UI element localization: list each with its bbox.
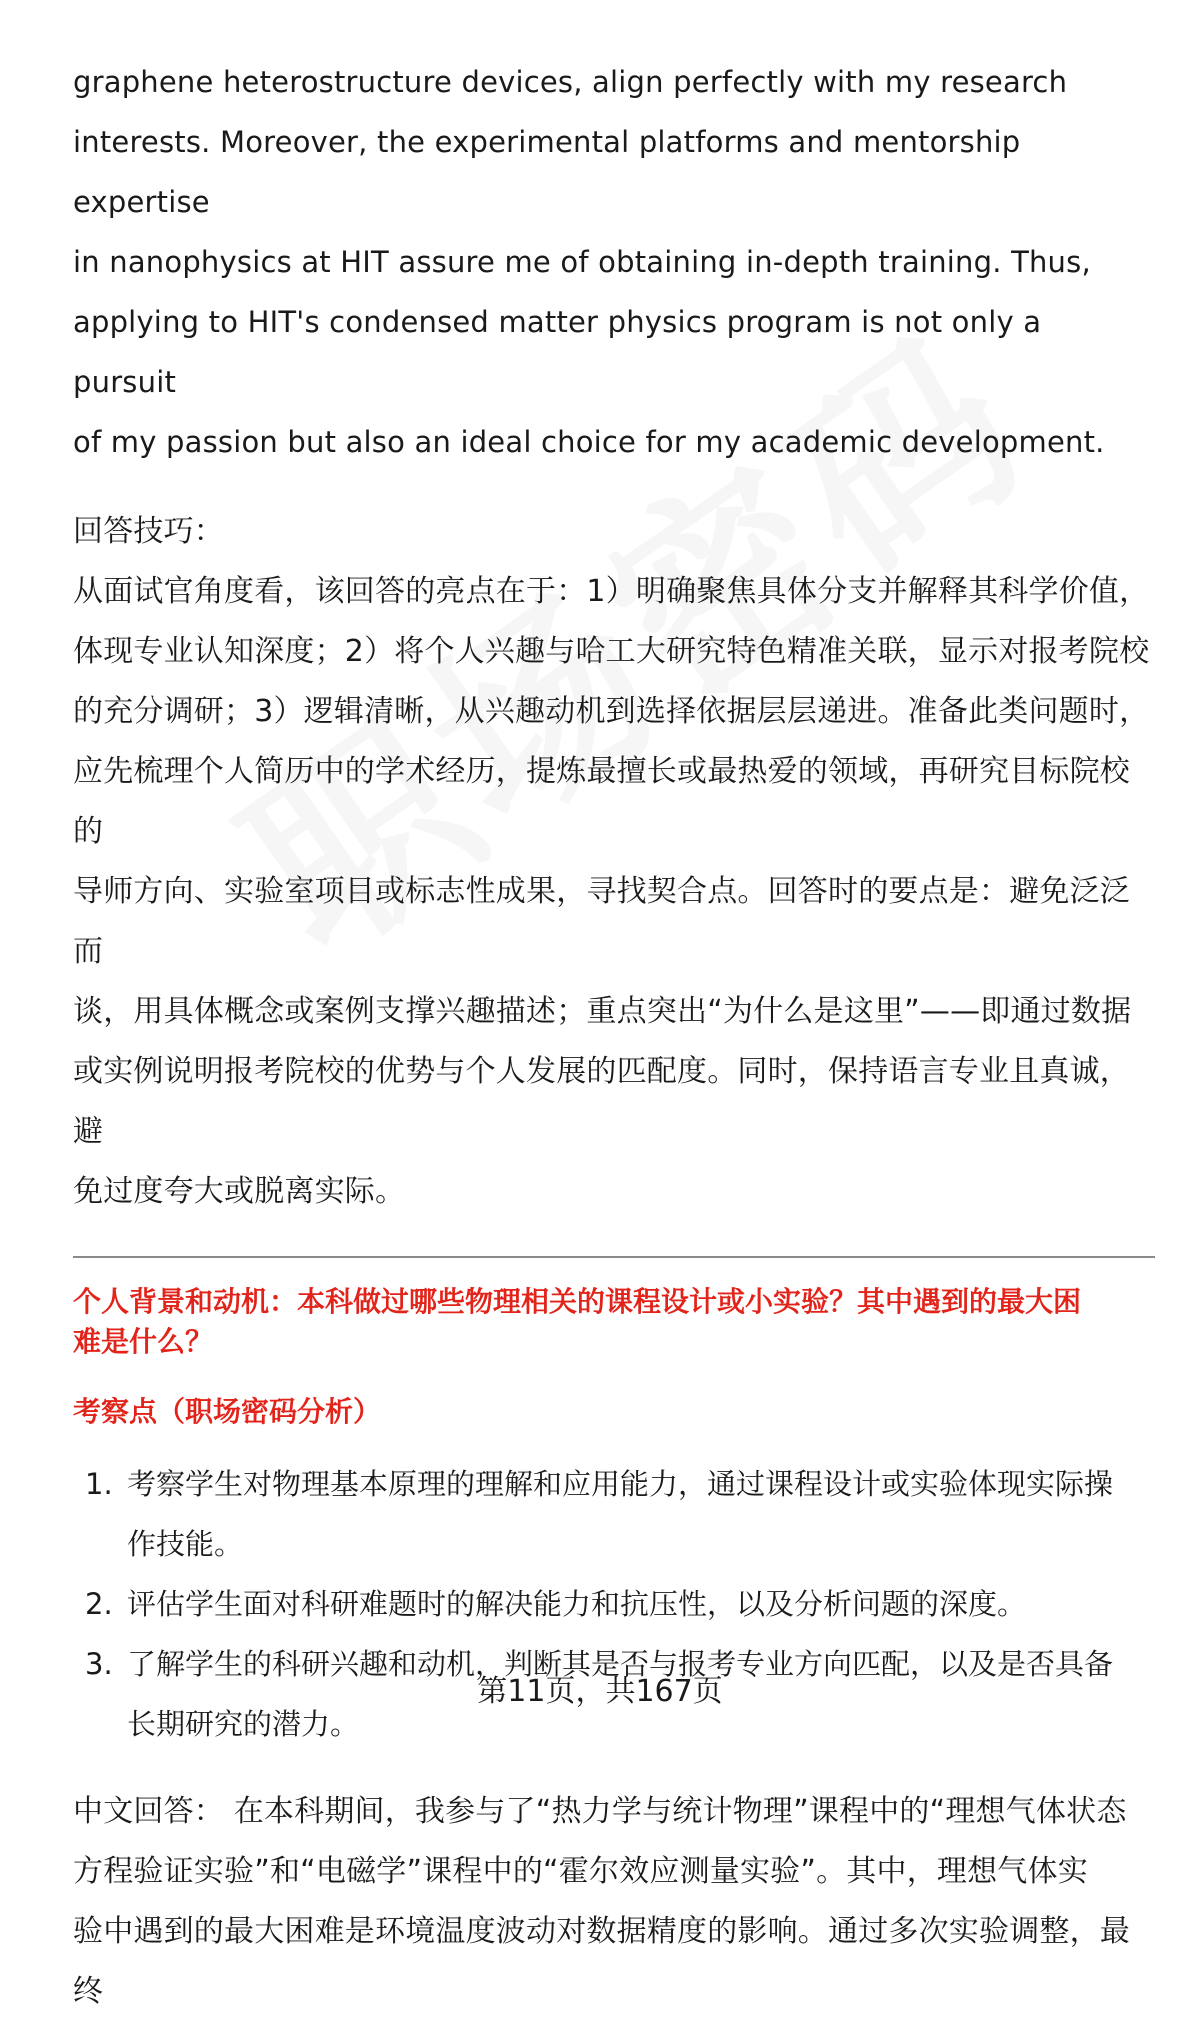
tips-line: 应先梳理个人简历中的学术经历，提炼最擅长或最热爱的领域，再研究目标院校的	[73, 754, 1130, 849]
intro-line: graphene heterostructure devices, align perfectly with my research	[73, 65, 1068, 99]
tips-line: 的充分调研；3）逻辑清晰，从兴趣动机到选择依据层层递进。准备此类问题时，	[73, 694, 1150, 729]
tips-line: 体现专业认知深度；2）将个人兴趣与哈工大研究特色精准关联，显示对报考院校	[73, 634, 1150, 669]
answer-tips-section	[73, 502, 1153, 1222]
spacer	[73, 472, 1153, 502]
intro-line: applying to HIT's condensed matter physics program is not only a pursuit	[73, 305, 1042, 399]
page-number: 第11页，共167页	[477, 1674, 723, 1709]
answer-line: 中文回答： 在本科期间，我参与了“热力学与统计物理”课程中的“理想气体状态	[73, 1794, 1127, 1829]
spacer	[73, 1362, 1153, 1392]
answer-line: 方程验证实验”和“电磁学”课程中的“霍尔效应测量实验”。其中，理想气体实	[73, 1854, 1088, 1889]
tips-line: 或实例说明报考院校的优势与个人发展的匹配度。同时，保持语言专业且真诚，避	[73, 1054, 1130, 1149]
question-heading	[73, 1282, 1153, 1362]
assessment-heading: 考察点（职场密码分析）	[73, 1395, 382, 1428]
tips-line: 谈，用具体概念或案例支撑兴趣描述；重点突出“为什么是这里”——即通过数据	[73, 994, 1132, 1029]
answer-line: 验中遇到的最大困难是环境温度波动对数据精度的影响。通过多次实验调整，最终	[73, 1914, 1130, 2009]
intro-paragraph	[73, 52, 1153, 472]
list-number: 3.	[85, 1647, 113, 1681]
list-item-text: 评估学生面对科研难题时的解决能力和抗压性，以及分析问题的深度。	[127, 1587, 1027, 1621]
intro-line: of my passion but also an ideal choice for my academic development.	[73, 425, 1105, 459]
list-item-text: 考察学生对物理基本原理的理解和应用能力，通过课程设计或实验体现实际操	[127, 1467, 1114, 1501]
spacer	[73, 1432, 1153, 1454]
list-number: 2.	[85, 1587, 113, 1621]
list-number: 1.	[85, 1467, 113, 1501]
list-item-text: 了解学生的科研兴趣和动机，判断其是否与报考专业方向匹配，以及是否具备	[127, 1647, 1114, 1681]
list-item-text: 作技能。	[127, 1527, 244, 1561]
spacer	[73, 1754, 1153, 1782]
question-line: 个人背景和动机：本科做过哪些物理相关的课程设计或小实验？其中遇到的最大困	[73, 1285, 1082, 1318]
list-item	[73, 1574, 1153, 1634]
list-item-text: 长期研究的潜力。	[127, 1707, 360, 1741]
tips-label: 回答技巧：	[73, 514, 224, 549]
tips-line: 免过度夸大或脱离实际。	[73, 1174, 406, 1209]
section-divider	[73, 1256, 1155, 1258]
list-item	[73, 1454, 1153, 1574]
tips-line: 导师方向、实验室项目或标志性成果，寻找契合点。回答时的要点是：避免泛泛而	[73, 874, 1130, 969]
tips-line: 从面试官角度看，该回答的亮点在于：1）明确聚焦具体分支并解释其科学价值，	[73, 574, 1150, 609]
question-line: 难是什么？	[73, 1325, 214, 1358]
page-content	[73, 52, 1153, 2022]
intro-line: interests. Moreover, the experimental platforms and mentorship expertise	[73, 125, 1021, 219]
intro-line: in nanophysics at HIT assure me of obtaining in-depth training. Thus,	[73, 245, 1091, 279]
chinese-answer	[73, 1782, 1153, 2022]
